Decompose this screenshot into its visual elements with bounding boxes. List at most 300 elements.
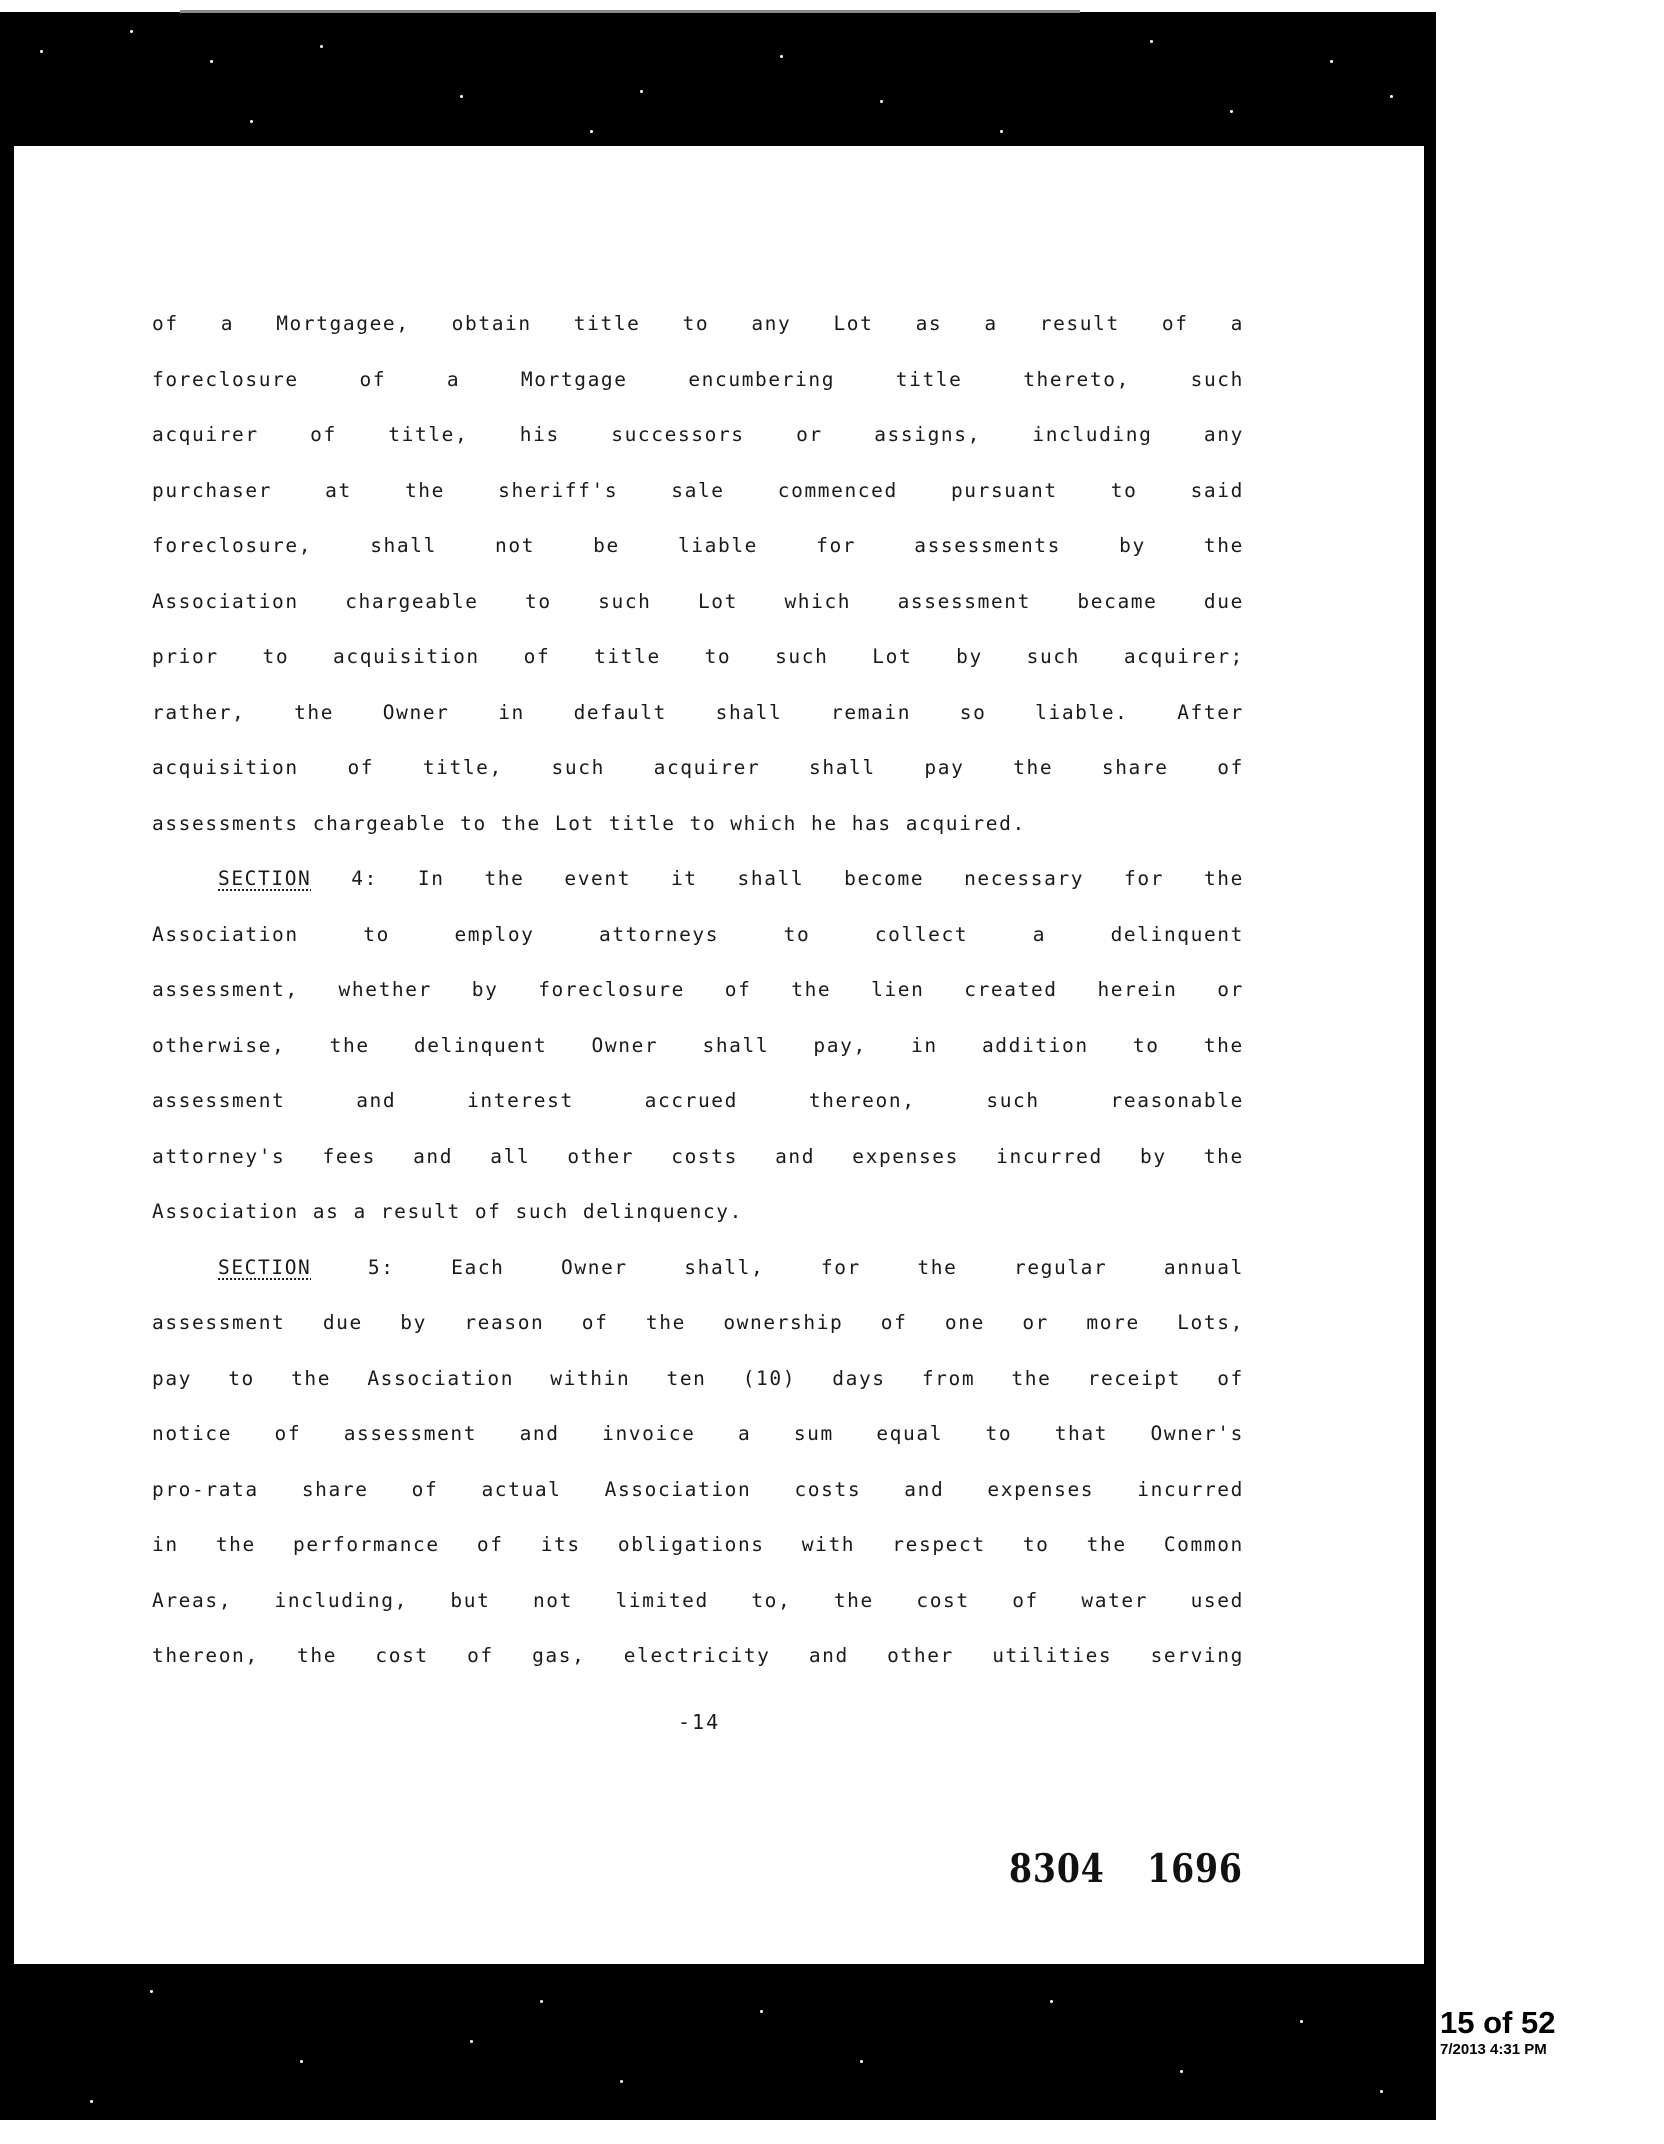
word: to — [262, 645, 290, 668]
word: by — [400, 1311, 427, 1334]
word: by — [471, 978, 499, 1001]
noise-speck — [1330, 60, 1333, 63]
word: obligations — [617, 1533, 765, 1556]
word: cost — [375, 1644, 429, 1667]
word: equal — [876, 1422, 944, 1445]
word: accrued — [644, 1089, 738, 1112]
word: remain — [831, 700, 912, 724]
noise-speck — [1390, 95, 1393, 98]
noise-speck — [880, 100, 883, 103]
word: notice — [152, 1422, 233, 1445]
word: the — [1013, 756, 1054, 779]
word: in — [911, 1033, 938, 1057]
word: any — [1203, 423, 1244, 446]
noise-speck — [470, 2040, 473, 2043]
word: addition — [981, 1033, 1089, 1057]
word: Lot — [833, 312, 874, 335]
word: to — [1022, 1533, 1050, 1556]
word: Lot — [872, 645, 913, 668]
text-line — [152, 1351, 1244, 1407]
word: Lot — [554, 811, 595, 835]
word: shall — [715, 700, 783, 724]
word: but — [450, 1588, 491, 1612]
word: shall — [737, 867, 805, 890]
noise-speck — [250, 120, 253, 123]
word: a — [220, 312, 235, 335]
noise-speck — [1180, 2070, 1183, 2073]
word: the — [1203, 1144, 1244, 1168]
word: Association — [604, 1477, 752, 1501]
word: for — [820, 1255, 861, 1279]
word: utilities — [992, 1644, 1113, 1667]
text-line — [152, 629, 1244, 685]
word: including, — [274, 1588, 408, 1612]
word: to — [689, 811, 717, 835]
word: of — [880, 1311, 908, 1334]
word: Association — [152, 1200, 299, 1223]
word: Owner — [591, 1033, 659, 1057]
page-indicator — [1440, 2005, 1664, 2059]
word: 5: — [367, 1255, 395, 1279]
word: of — [359, 367, 387, 391]
word: or — [796, 423, 823, 446]
word: pay, — [813, 1033, 867, 1057]
word: limited — [615, 1588, 709, 1612]
word: at — [325, 478, 352, 502]
text-line — [152, 1129, 1244, 1185]
noise-speck — [860, 2060, 863, 2063]
text-line — [152, 685, 1244, 741]
word: so — [959, 700, 987, 724]
word: such — [1026, 645, 1080, 668]
word: gas, — [532, 1644, 586, 1667]
text-line — [152, 1406, 1244, 1462]
word: liable — [677, 534, 758, 557]
word: the — [833, 1588, 874, 1612]
word: regular — [1013, 1255, 1108, 1279]
noise-speck — [460, 95, 463, 98]
word: thereon, — [808, 1089, 916, 1112]
noise-speck — [210, 60, 213, 63]
text-line — [152, 574, 1244, 630]
word: actual — [481, 1477, 562, 1501]
word: for — [1124, 867, 1165, 890]
word: from — [921, 1366, 976, 1390]
word: purchaser — [152, 478, 273, 502]
word: which — [730, 811, 797, 835]
word: not — [532, 1588, 573, 1612]
word: pay — [924, 756, 965, 779]
word: due — [1203, 589, 1244, 613]
noise-speck — [320, 45, 323, 48]
word: attorneys — [599, 922, 720, 946]
document-body — [152, 296, 1244, 1684]
page-number: -14 — [678, 1710, 721, 1734]
word: a — [1230, 312, 1244, 335]
noise-speck — [1050, 2000, 1053, 2003]
word: Owner's — [1150, 1422, 1244, 1445]
noise-speck — [590, 130, 593, 133]
word: the — [291, 1366, 332, 1390]
noise-speck — [1380, 2090, 1383, 2093]
word: a — [353, 1200, 367, 1223]
book-number: 8304 — [1009, 1846, 1105, 1892]
word: delinquent — [1110, 922, 1244, 946]
word: of — [347, 756, 375, 779]
page-count: 15 of 52 — [1440, 2005, 1556, 2040]
text-line — [152, 518, 1244, 574]
word: assessment — [152, 1089, 286, 1112]
text-line — [152, 796, 1244, 852]
word: to — [1110, 478, 1138, 502]
noise-speck — [1230, 110, 1233, 113]
word: its — [540, 1533, 581, 1556]
text-line — [152, 962, 1244, 1018]
word: 4: — [351, 867, 378, 890]
word: assessment — [152, 1311, 286, 1334]
word: acquirer — [653, 756, 761, 779]
word: not — [495, 534, 536, 557]
word: in — [498, 700, 525, 724]
word: by — [956, 645, 983, 668]
word: title — [895, 367, 963, 391]
word: of — [523, 645, 551, 668]
word: the — [294, 700, 335, 724]
word: of — [581, 1311, 609, 1334]
word: of — [474, 1200, 502, 1223]
word: acquirer — [152, 423, 259, 446]
word: such — [986, 1089, 1040, 1112]
word: rather, — [152, 700, 246, 724]
word: necessary — [964, 867, 1085, 890]
word: acquisition — [152, 756, 299, 779]
word: reason — [464, 1311, 545, 1334]
word: used — [1190, 1588, 1244, 1612]
recording-stamp — [1009, 1846, 1243, 1892]
word: title, — [422, 756, 503, 779]
word: due — [322, 1311, 363, 1334]
word: and — [356, 1089, 397, 1112]
word: the — [791, 978, 832, 1001]
word: the — [329, 1033, 370, 1057]
word: assessment — [343, 1422, 478, 1445]
word: created — [964, 978, 1058, 1001]
word: prior — [152, 645, 219, 668]
word: share — [1101, 756, 1169, 779]
word: sum — [793, 1422, 834, 1445]
word: expenses — [852, 1144, 959, 1168]
word: such — [598, 589, 652, 613]
text-line — [152, 1184, 1244, 1240]
word: (10) — [742, 1366, 797, 1390]
word: to — [525, 589, 552, 613]
word: whether — [338, 978, 432, 1001]
word: collect — [874, 922, 969, 946]
word: such — [515, 1200, 569, 1223]
noise-speck — [620, 2080, 623, 2083]
word: employ — [454, 922, 535, 946]
word: shall — [370, 534, 437, 557]
word: pursuant — [950, 478, 1058, 502]
noise-speck — [90, 2100, 93, 2103]
word: fees — [322, 1144, 376, 1168]
word: and — [519, 1422, 560, 1445]
word: assessment, — [152, 978, 299, 1001]
word: delinquent — [413, 1033, 548, 1057]
print-timestamp: 7/2013 4:31 PM — [1440, 2041, 1547, 2058]
word: the — [484, 867, 525, 890]
document-page — [14, 146, 1424, 1964]
word: costs — [671, 1144, 738, 1168]
word: with — [801, 1533, 856, 1556]
word: the — [1203, 1033, 1244, 1057]
word: SECTION — [218, 1255, 312, 1279]
text-line — [152, 1240, 1244, 1296]
word: acquired. — [905, 811, 1026, 835]
noise-speck — [780, 55, 783, 58]
word: of — [1217, 1366, 1244, 1390]
word: thereto, — [1023, 367, 1130, 391]
word: receipt — [1087, 1366, 1181, 1390]
word: successors — [611, 423, 745, 446]
word: assessments — [152, 811, 299, 835]
noise-speck — [300, 2060, 303, 2063]
text-line — [152, 1018, 1244, 1074]
word: interest — [467, 1089, 574, 1112]
word: title, — [388, 423, 469, 446]
word: to — [682, 312, 710, 335]
word: by — [1140, 1144, 1167, 1168]
word: incurred — [1137, 1477, 1244, 1501]
word: shall — [809, 756, 876, 779]
word: cost — [916, 1588, 970, 1612]
word: other — [567, 1144, 635, 1168]
word: Association — [152, 922, 299, 946]
word: title — [573, 312, 641, 335]
word: such — [775, 645, 829, 668]
word: the — [1086, 1533, 1127, 1556]
word: event — [564, 867, 632, 890]
text-line — [152, 1073, 1244, 1129]
word: by — [1119, 534, 1146, 557]
word: to — [1132, 1033, 1160, 1057]
word: he — [811, 811, 838, 835]
word: result — [1039, 312, 1120, 335]
word: as — [312, 1200, 340, 1223]
word: to — [985, 1422, 1013, 1445]
word: performance — [293, 1533, 440, 1556]
word: acquisition — [333, 645, 480, 668]
word: a — [737, 1422, 752, 1445]
word: to — [460, 811, 487, 835]
word: Association — [367, 1366, 515, 1390]
word: of — [724, 978, 752, 1001]
word: for — [816, 534, 857, 557]
text-line — [152, 907, 1244, 963]
word: other — [887, 1644, 954, 1667]
word: and — [413, 1144, 454, 1168]
word: sale — [671, 478, 725, 502]
word: incurred — [996, 1144, 1103, 1168]
word: ten — [666, 1366, 707, 1390]
word: default — [573, 700, 667, 724]
word: assigns, — [874, 423, 981, 446]
word: Owner — [561, 1255, 628, 1279]
text-line — [152, 296, 1244, 352]
word: reasonable — [1110, 1089, 1244, 1112]
page-reference: 1696 — [1147, 1846, 1243, 1892]
word: became — [1077, 589, 1158, 613]
text-line — [152, 740, 1244, 796]
noise-speck — [1150, 40, 1153, 43]
word: annual — [1163, 1255, 1244, 1279]
word: of — [411, 1477, 439, 1501]
word: as — [915, 312, 943, 335]
word: sheriff's — [498, 478, 619, 502]
word: all — [490, 1144, 531, 1168]
word: a — [446, 367, 461, 391]
word: Each — [451, 1255, 505, 1279]
word: assessments — [914, 534, 1061, 557]
word: obtain — [451, 312, 532, 335]
word: to — [704, 645, 732, 668]
word: to — [783, 922, 811, 946]
noise-speck — [640, 90, 643, 93]
text-line — [152, 1628, 1244, 1684]
word: become — [844, 867, 925, 890]
word: costs — [794, 1477, 862, 1501]
word: thereon, — [152, 1644, 259, 1667]
word: the — [215, 1533, 256, 1556]
word: title — [594, 645, 661, 668]
word: pay — [152, 1366, 193, 1390]
noise-speck — [760, 2010, 763, 2013]
word: shall, — [684, 1255, 765, 1279]
word: commenced — [777, 478, 898, 502]
word: foreclosure, — [152, 534, 313, 557]
word: to — [363, 922, 390, 946]
word: such — [551, 756, 605, 779]
text-line — [152, 1517, 1244, 1573]
word: Association — [152, 589, 299, 613]
word: the — [297, 1644, 338, 1667]
word: the — [1203, 534, 1244, 557]
word: a — [1032, 922, 1047, 946]
word: After — [1177, 700, 1244, 724]
word: of — [310, 423, 337, 446]
word: the — [917, 1255, 958, 1279]
word: be — [593, 534, 620, 557]
noise-speck — [130, 30, 133, 33]
word: and — [808, 1644, 849, 1667]
word: of — [1012, 1588, 1039, 1612]
word: otherwise, — [152, 1033, 286, 1057]
word: his — [519, 423, 560, 446]
scan-edge — [180, 10, 1080, 13]
noise-speck — [540, 2000, 543, 2003]
word: the — [404, 478, 445, 502]
text-line — [152, 463, 1244, 519]
word: of — [476, 1533, 504, 1556]
word: said — [1190, 478, 1244, 502]
word: lien — [871, 978, 925, 1001]
word: Mortgagee, — [276, 312, 410, 335]
text-line — [152, 851, 1244, 907]
word: to, — [751, 1588, 792, 1612]
word: and — [775, 1144, 816, 1168]
word: acquirer; — [1123, 645, 1244, 668]
word: more — [1086, 1311, 1140, 1334]
word: delinquency. — [582, 1200, 743, 1223]
word: one — [944, 1311, 985, 1334]
word: in — [152, 1533, 179, 1556]
word: ownership — [723, 1311, 844, 1334]
word: foreclosure — [538, 978, 685, 1001]
word: pro-rata — [152, 1477, 259, 1501]
text-line — [152, 407, 1244, 463]
text-line — [152, 352, 1244, 408]
word: of — [152, 312, 179, 335]
word: liable. — [1035, 700, 1129, 724]
word: which — [784, 589, 852, 613]
word: of — [1161, 312, 1189, 335]
noise-speck — [1000, 130, 1003, 133]
word: chargeable — [312, 811, 447, 835]
word: In — [417, 867, 445, 890]
word: the — [645, 1311, 686, 1334]
text-line — [152, 1573, 1244, 1629]
word: expenses — [987, 1477, 1095, 1501]
word: any — [751, 312, 792, 335]
word: encumbering — [688, 367, 836, 391]
word: it — [670, 867, 698, 890]
word: Areas, — [152, 1588, 233, 1612]
noise-speck — [150, 1990, 153, 1993]
word: of — [1217, 756, 1244, 779]
word: assessment — [897, 589, 1031, 613]
word: electricity — [623, 1644, 771, 1667]
text-line — [152, 1295, 1244, 1351]
noise-speck — [40, 50, 43, 53]
word: attorney's — [152, 1144, 286, 1168]
word: the — [500, 811, 541, 835]
word: days — [832, 1366, 886, 1390]
word: respect — [892, 1533, 986, 1556]
word: or — [1022, 1311, 1050, 1334]
word: water — [1081, 1588, 1149, 1612]
word: Common — [1163, 1533, 1244, 1556]
word: shall — [702, 1033, 770, 1057]
word: share — [301, 1477, 369, 1501]
word: result — [380, 1200, 461, 1223]
word: that — [1054, 1422, 1109, 1445]
word: invoice — [602, 1422, 696, 1445]
word: foreclosure — [152, 367, 299, 391]
word: herein — [1097, 978, 1178, 1001]
word: Owner — [382, 700, 450, 724]
word: including — [1032, 423, 1153, 446]
word: or — [1217, 978, 1244, 1001]
word: of — [467, 1644, 494, 1667]
text-line — [152, 1462, 1244, 1518]
word: such — [1190, 367, 1244, 391]
word: the — [1011, 1366, 1052, 1390]
word: Lots, — [1177, 1311, 1244, 1334]
word: and — [904, 1477, 945, 1501]
word: the — [1203, 867, 1244, 890]
word: a — [984, 312, 998, 335]
word: chargeable — [345, 589, 479, 613]
